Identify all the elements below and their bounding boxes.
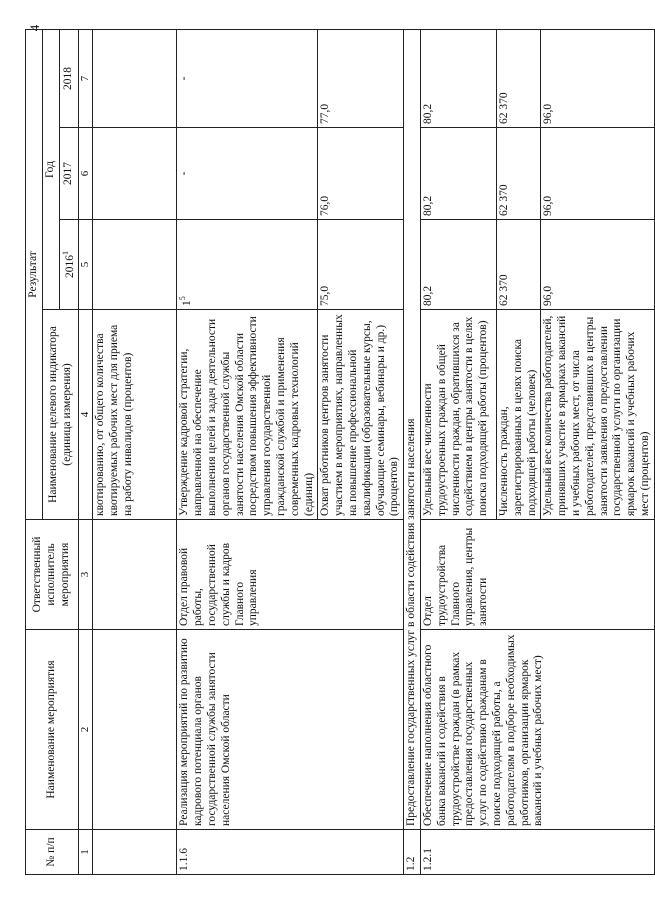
index-cell: 3 [79,520,93,630]
indicator-text: Утверждение кадровой стратегии, направленной на обеспечение выполнения целей и задач деятельности органов государственной службы занятости населения Омской области посредством повышения эффективности управления государственной гражданской службой и применения современных кадровых технологий (единиц) [177,310,318,520]
table-row-1-2-1-a [420,29,496,874]
index-cell: 5 [79,220,93,310]
value-2018: 80,2 [420,29,496,127]
row-num: 1.1.6 [177,830,404,875]
header-row-1 [26,29,43,874]
indicator-text: Удельный вес количества работодателей, принявших участие в ярмарках вакансий и учебных рабочих мест, от числа работодателей, представивших в центры занятости заявления о предоставлении государственной услуги по организации ярмарок вакансий и учебных рабочих мест (процентов) [541,310,654,520]
cell-empty [93,128,177,220]
page-number: 4 [27,24,42,32]
indicator-text: Численность граждан, зарегистрированных в целях поиска подходящей работы (человек) [496,310,540,520]
value-2018: 77,0 [318,29,404,127]
indicator-text: Охват работников центров занятости участием в мероприятиях, направленных на повышение профессиональной квалификации (образовательные курсы, обучающие семинары, вебинары и др.) (процентов) [318,310,404,520]
rotated-table-page [25,30,651,875]
row-responsible: Отдел правовой работы, государственной службы и кадров Главного управления [177,520,404,630]
header-name: Наименование мероприятия [26,630,79,830]
table-row-continuation [93,29,177,874]
value-2017: 80,2 [420,128,496,220]
value-2017: - [177,128,318,220]
value-2018: 96,0 [541,29,654,127]
index-cell: 2 [79,630,93,830]
header-responsible: Ответственный исполнитель мероприятия [26,520,79,630]
header-2016: 2016$^1$ [59,220,79,310]
results-table [25,29,655,875]
index-cell: 7 [79,29,93,127]
value-2016: 80,2 [420,220,496,310]
index-cell: 4 [79,310,93,520]
header-year: Год [42,29,59,309]
table-row-1-1-6-a [177,29,318,874]
section-title: Предоставление государственных услуг в области содействия занятости населения [404,29,421,829]
value-2016: 96,0 [541,220,654,310]
cell-empty [93,29,177,127]
index-row [79,29,93,874]
section-num: 1.2 [404,830,421,875]
header-2018: 2018 [59,29,79,127]
cell-empty [93,830,177,875]
row-name: Реализация мероприятий по развитию кадрового потенциала органов государственной службы занятости населения Омской области [177,630,404,830]
value-2016: 75,0 [318,220,404,310]
row-num: 1.2.1 [420,830,654,875]
cell-empty [93,630,177,830]
value-2017: 96,0 [541,128,654,220]
header-2017: 2017 [59,128,79,220]
index-cell: 1 [79,830,93,875]
value-2018: - [177,29,318,127]
row-name: Обеспечение наполнения областного банка вакансий и содействия в трудоустройстве граждан (в рамках предоставления государственных услуг по содействию гражданам в поиске подходящей работы, а работодателям в подборе необходимых работников, организации ярмарок вакансий и учебных рабочих мест) [420,630,654,830]
index-cell: 6 [79,128,93,220]
cell-empty [93,220,177,310]
value-2016: 62 370 [496,220,540,310]
row-responsible: Отдел трудоустройства Главного управления, центры занятости [420,520,654,630]
value-2017: 76,0 [318,128,404,220]
header-indicator: Наименование целевого индикатора (единица измерения) [42,310,78,520]
value-2016: $1^5$ [177,220,318,310]
value-2018: 62 370 [496,29,540,127]
header-num: № п/п [26,830,79,875]
section-row-1-2 [404,29,421,874]
header-result: Результат [26,29,43,519]
value-2017: 62 370 [496,128,540,220]
indicator-text: Удельный вес численности трудоустроенных граждан в общей численности граждан, обратившихся за содействием в центры занятости в целях поиска подходящей работы (процентов) [420,310,496,520]
cell-empty [93,520,177,630]
cont-indicator: квотированию, от общего количества квотируемых рабочих мест для приема на работу инвалидов (процентов) [93,310,177,520]
